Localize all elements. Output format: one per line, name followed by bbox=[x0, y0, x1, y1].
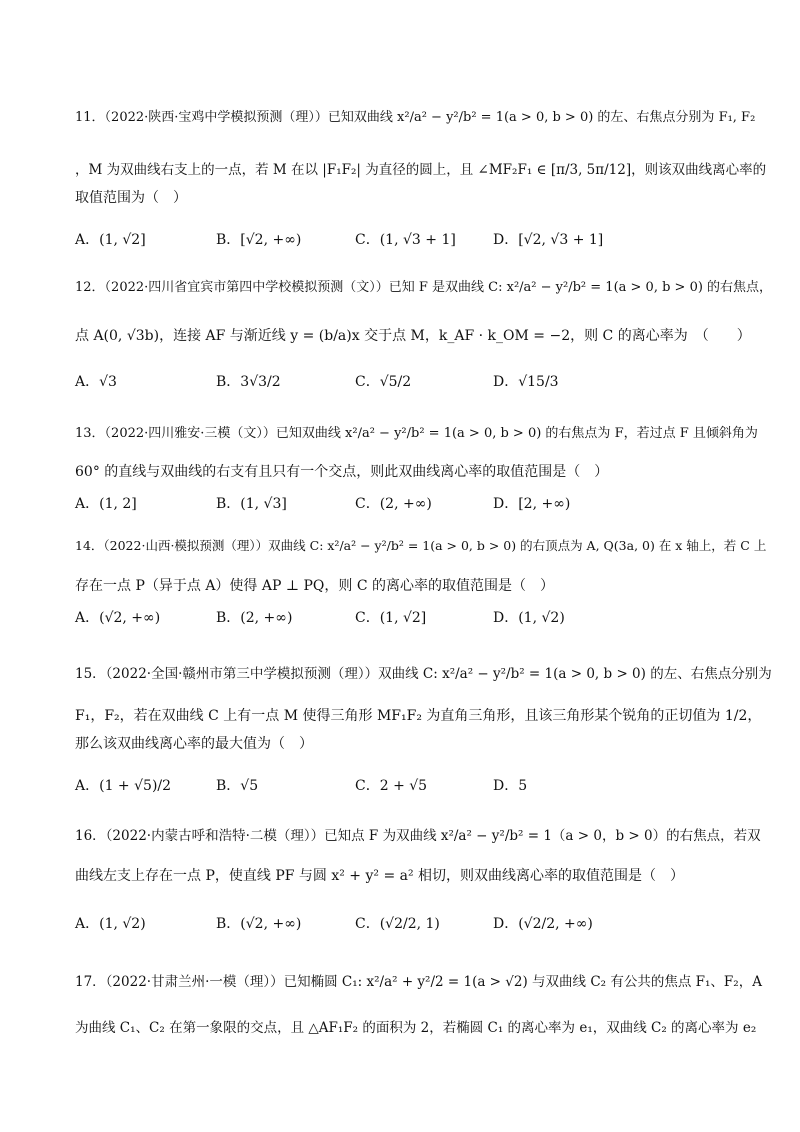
q15-option-c: C．2 + √5 bbox=[355, 778, 428, 794]
q16-option-c: C．(√2/2, 1) bbox=[355, 916, 440, 932]
q13-line-2: 60° 的直线与双曲线的右支有且只有一个交点，则此双曲线离心率的取值范围是（ ） bbox=[75, 464, 609, 480]
q16-option-a: A．(1, √2) bbox=[75, 916, 146, 932]
q11-option-d: D．[√2, √3 + 1] bbox=[493, 232, 604, 248]
q17-line-2: 为曲线 C₁、C₂ 在第一象限的交点，且 △AF₁F₂ 的面积为 2，若椭圆 C₁ 的离心率为 e₁，双曲线 C₂ 的离心率为 e₂ bbox=[75, 1020, 757, 1036]
q15-option-a: A．(1 + √5)/2 bbox=[75, 778, 172, 794]
q12-option-d: D．√15/3 bbox=[493, 374, 559, 390]
q12-line-2: 点 A(0, √3b)，连接 AF 与渐近线 y = (b/a)x 交于点 M，k_AF · k_OM = −2，则 C 的离心率为 （ ） bbox=[75, 328, 751, 344]
q15-line-3: 那么该双曲线离心率的最大值为（ ） bbox=[75, 736, 313, 752]
q15-option-b: B．√5 bbox=[216, 778, 259, 794]
q14-line-2: 存在一点 P（异于点 A）使得 AP ⊥ PQ，则 C 的离心率的取值范围是（ ） bbox=[75, 578, 554, 594]
q15-option-d: D．5 bbox=[493, 778, 528, 794]
q13-option-c: C．(2, +∞) bbox=[355, 496, 432, 512]
q11-option-c: C．(1, √3 + 1] bbox=[355, 232, 456, 248]
q14-line-1: 14．（2022·山西·模拟预测（理））双曲线 C: x²/a² − y²/b² = 1(a > 0, b > 0) 的右顶点为 A, Q(3a, 0) 在 x 轴上，若 C 上 bbox=[75, 538, 767, 553]
q16-option-b: B．(√2, +∞) bbox=[216, 916, 302, 932]
q13-line-1: 13．（2022·四川雅安·三模（文））已知双曲线 x²/a² − y²/b² = 1(a > 0, b > 0) 的右焦点为 F，若过点 F 且倾斜角为 bbox=[75, 426, 758, 441]
q11-line-1: 11．（2022·陕西·宝鸡中学模拟预测（理））已知双曲线 x²/a² − y²/b² = 1(a > 0, b > 0) 的左、右焦点分别为 F₁, F₂ bbox=[75, 110, 756, 125]
q13-option-a: A．(1, 2] bbox=[75, 496, 137, 512]
q13-option-b: B．(1, √3] bbox=[216, 496, 287, 512]
q14-option-b: B．(2, +∞) bbox=[216, 610, 293, 626]
q12-option-a: A．√3 bbox=[75, 374, 117, 390]
q13-option-d: D．[2, +∞) bbox=[493, 496, 571, 512]
q17-line-1: 17．（2022·甘肃兰州·一模（理））已知椭圆 C₁: x²/a² + y²/2 = 1(a > √2) 与双曲线 C₂ 有公共的焦点 F₁、F₂，A bbox=[75, 974, 762, 990]
q12-option-c: C．√5/2 bbox=[355, 374, 412, 390]
q11-option-b: B．[√2, +∞) bbox=[216, 232, 302, 248]
q11-option-a: A．(1, √2] bbox=[75, 232, 146, 248]
q14-option-d: D．(1, √2) bbox=[493, 610, 565, 626]
q12-option-b: B．3√3/2 bbox=[216, 374, 281, 390]
q16-line-1: 16．（2022·内蒙古呼和浩特·二模（理））已知点 F 为双曲线 x²/a² − y²/b² = 1（a > 0，b > 0）的右焦点，若双 bbox=[75, 828, 761, 844]
q16-option-d: D．(√2/2, +∞) bbox=[493, 916, 593, 932]
q15-line-2: F₁，F₂，若在双曲线 C 上有一点 M 使得三角形 MF₁F₂ 为直角三角形，且该三角形某个锐角的正切值为 1/2， bbox=[75, 708, 762, 724]
q16-line-2: 曲线左支上存在一点 P，使直线 PF 与圆 x² + y² = a² 相切，则双曲线离心率的取值范围是（ ） bbox=[75, 868, 685, 884]
q14-option-a: A．(√2, +∞) bbox=[75, 610, 161, 626]
q14-option-c: C．(1, √2] bbox=[355, 610, 427, 626]
q11-line-2: ，M 为双曲线右支上的一点，若 M 在以 |F₁F₂| 为直径的圆上，且 ∠MF₂F₁ ∈ [π/3, 5π/12]，则该双曲线离心率的 bbox=[75, 162, 767, 178]
q12-line-1: 12．（2022·四川省宜宾市第四中学校模拟预测（文））已知 F 是双曲线 C: x²/a² − y²/b² = 1(a > 0, b > 0) 的右焦点， bbox=[75, 280, 773, 295]
q11-line-3: 取值范围为（ ） bbox=[75, 190, 187, 206]
q15-line-1: 15．（2022·全国·赣州市第三中学模拟预测（理））双曲线 C: x²/a² − y²/b² = 1(a > 0, b > 0) 的左、右焦点分别为 bbox=[75, 666, 772, 682]
